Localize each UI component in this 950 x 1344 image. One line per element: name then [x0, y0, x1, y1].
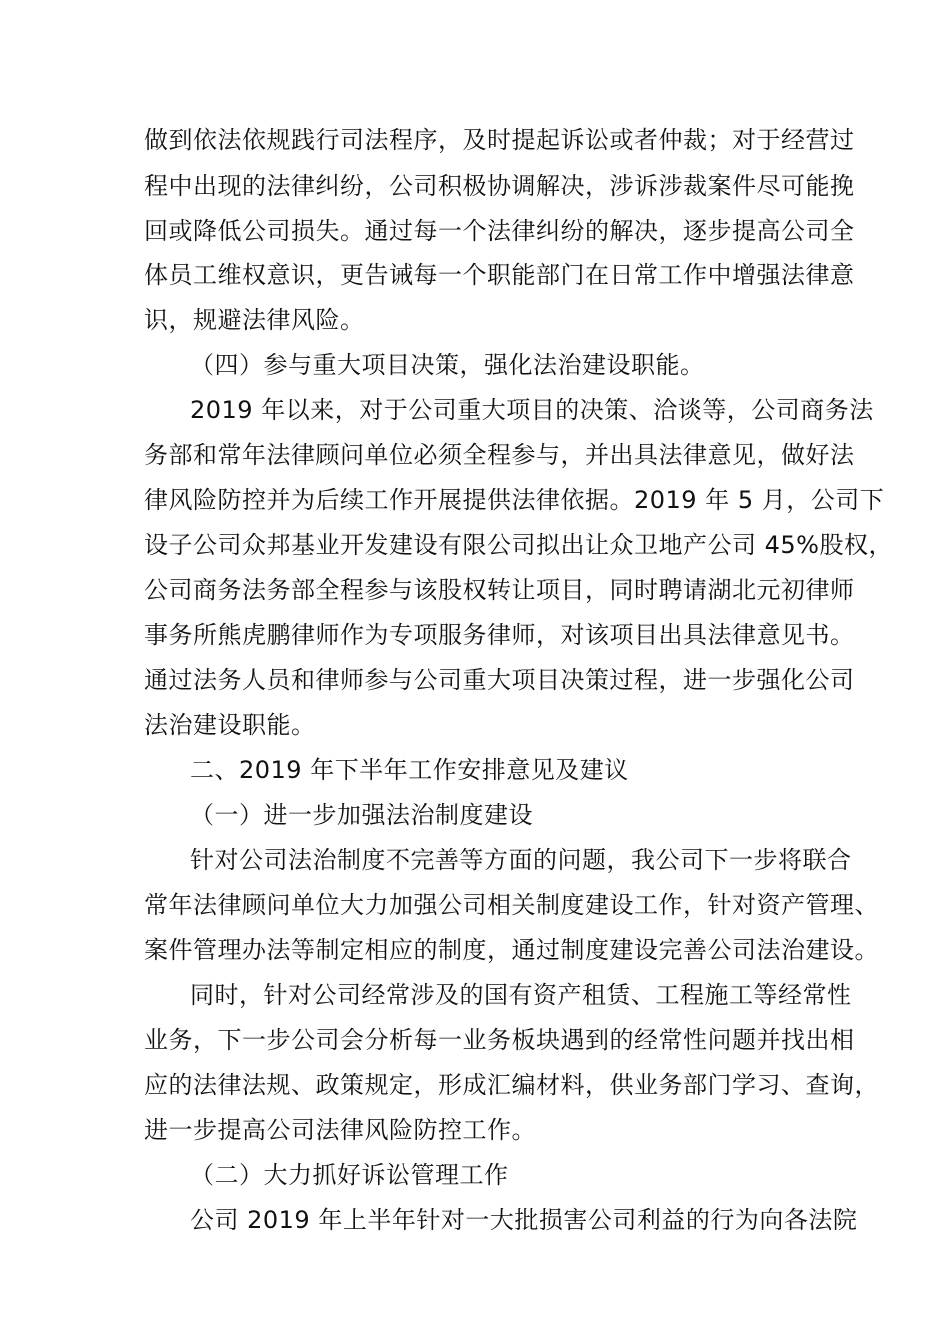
body-text-line: 设子公司众邦基业开发建设有限公司拟出让众卫地产公司 45%股权，: [144, 531, 893, 559]
body-text-line: 应的法律法规、政策规定，形成汇编材料，供业务部门学习、查询，: [144, 1071, 879, 1099]
body-text-line: 识，规避法律风险。: [144, 306, 365, 334]
body-text-line: 事务所熊虎鹏律师作为专项服务律师，对该项目出具法律意见书。: [144, 621, 855, 649]
body-text-line: 程中出现的法律纠纷，公司积极协调解决，涉诉涉裁案件尽可能挽: [144, 172, 855, 200]
body-text-line: 回或降低公司损失。通过每一个法律纠纷的解决，逐步提高公司全: [144, 217, 855, 245]
body-text-line: 常年法律顾问单位大力加强公司相关制度建设工作，针对资产管理、: [144, 891, 879, 919]
body-text-line: 体员工维权意识，更告诫每一个职能部门在日常工作中增强法律意: [144, 261, 855, 289]
paragraph-first-line: 2019 年以来，对于公司重大项目的决策、洽谈等，公司商务法: [190, 396, 874, 424]
subsection-heading: （一）进一步加强法治制度建设: [190, 801, 533, 829]
body-text-line: 公司商务法务部全程参与该股权转让项目，同时聘请湖北元初律师: [144, 576, 855, 604]
body-text-line: 通过法务人员和律师参与公司重大项目决策过程，进一步强化公司: [144, 666, 855, 694]
paragraph-first-line: 公司 2019 年上半年针对一大批损害公司利益的行为向各法院: [190, 1206, 858, 1234]
body-text-line: 务部和常年法律顾问单位必须全程参与，并出具法律意见，做好法: [144, 441, 855, 469]
paragraph-first-line: 针对公司法治制度不完善等方面的问题，我公司下一步将联合: [190, 846, 852, 874]
body-text-line: 法治建设职能。: [144, 711, 316, 739]
section-heading: 二、2019 年下半年工作安排意见及建议: [190, 756, 629, 784]
body-text-line: 业务，下一步公司会分析每一业务板块遇到的经常性问题并找出相: [144, 1026, 855, 1054]
body-text-line: 做到依法依规践行司法程序，及时提起诉讼或者仲裁；对于经营过: [144, 126, 855, 154]
body-text-line: 律风险防控并为后续工作开展提供法律依据。2019 年 5 月，公司下: [144, 486, 885, 514]
subsection-heading: （二）大力抓好诉讼管理工作: [190, 1161, 509, 1189]
section-heading: （四）参与重大项目决策，强化法治建设职能。: [190, 351, 705, 379]
body-text-line: 进一步提高公司法律风险防控工作。: [144, 1116, 536, 1144]
paragraph-first-line: 同时，针对公司经常涉及的国有资产租赁、工程施工等经常性: [190, 981, 852, 1009]
body-text-line: 案件管理办法等制定相应的制度，通过制度建设完善公司法治建设。: [144, 936, 879, 964]
